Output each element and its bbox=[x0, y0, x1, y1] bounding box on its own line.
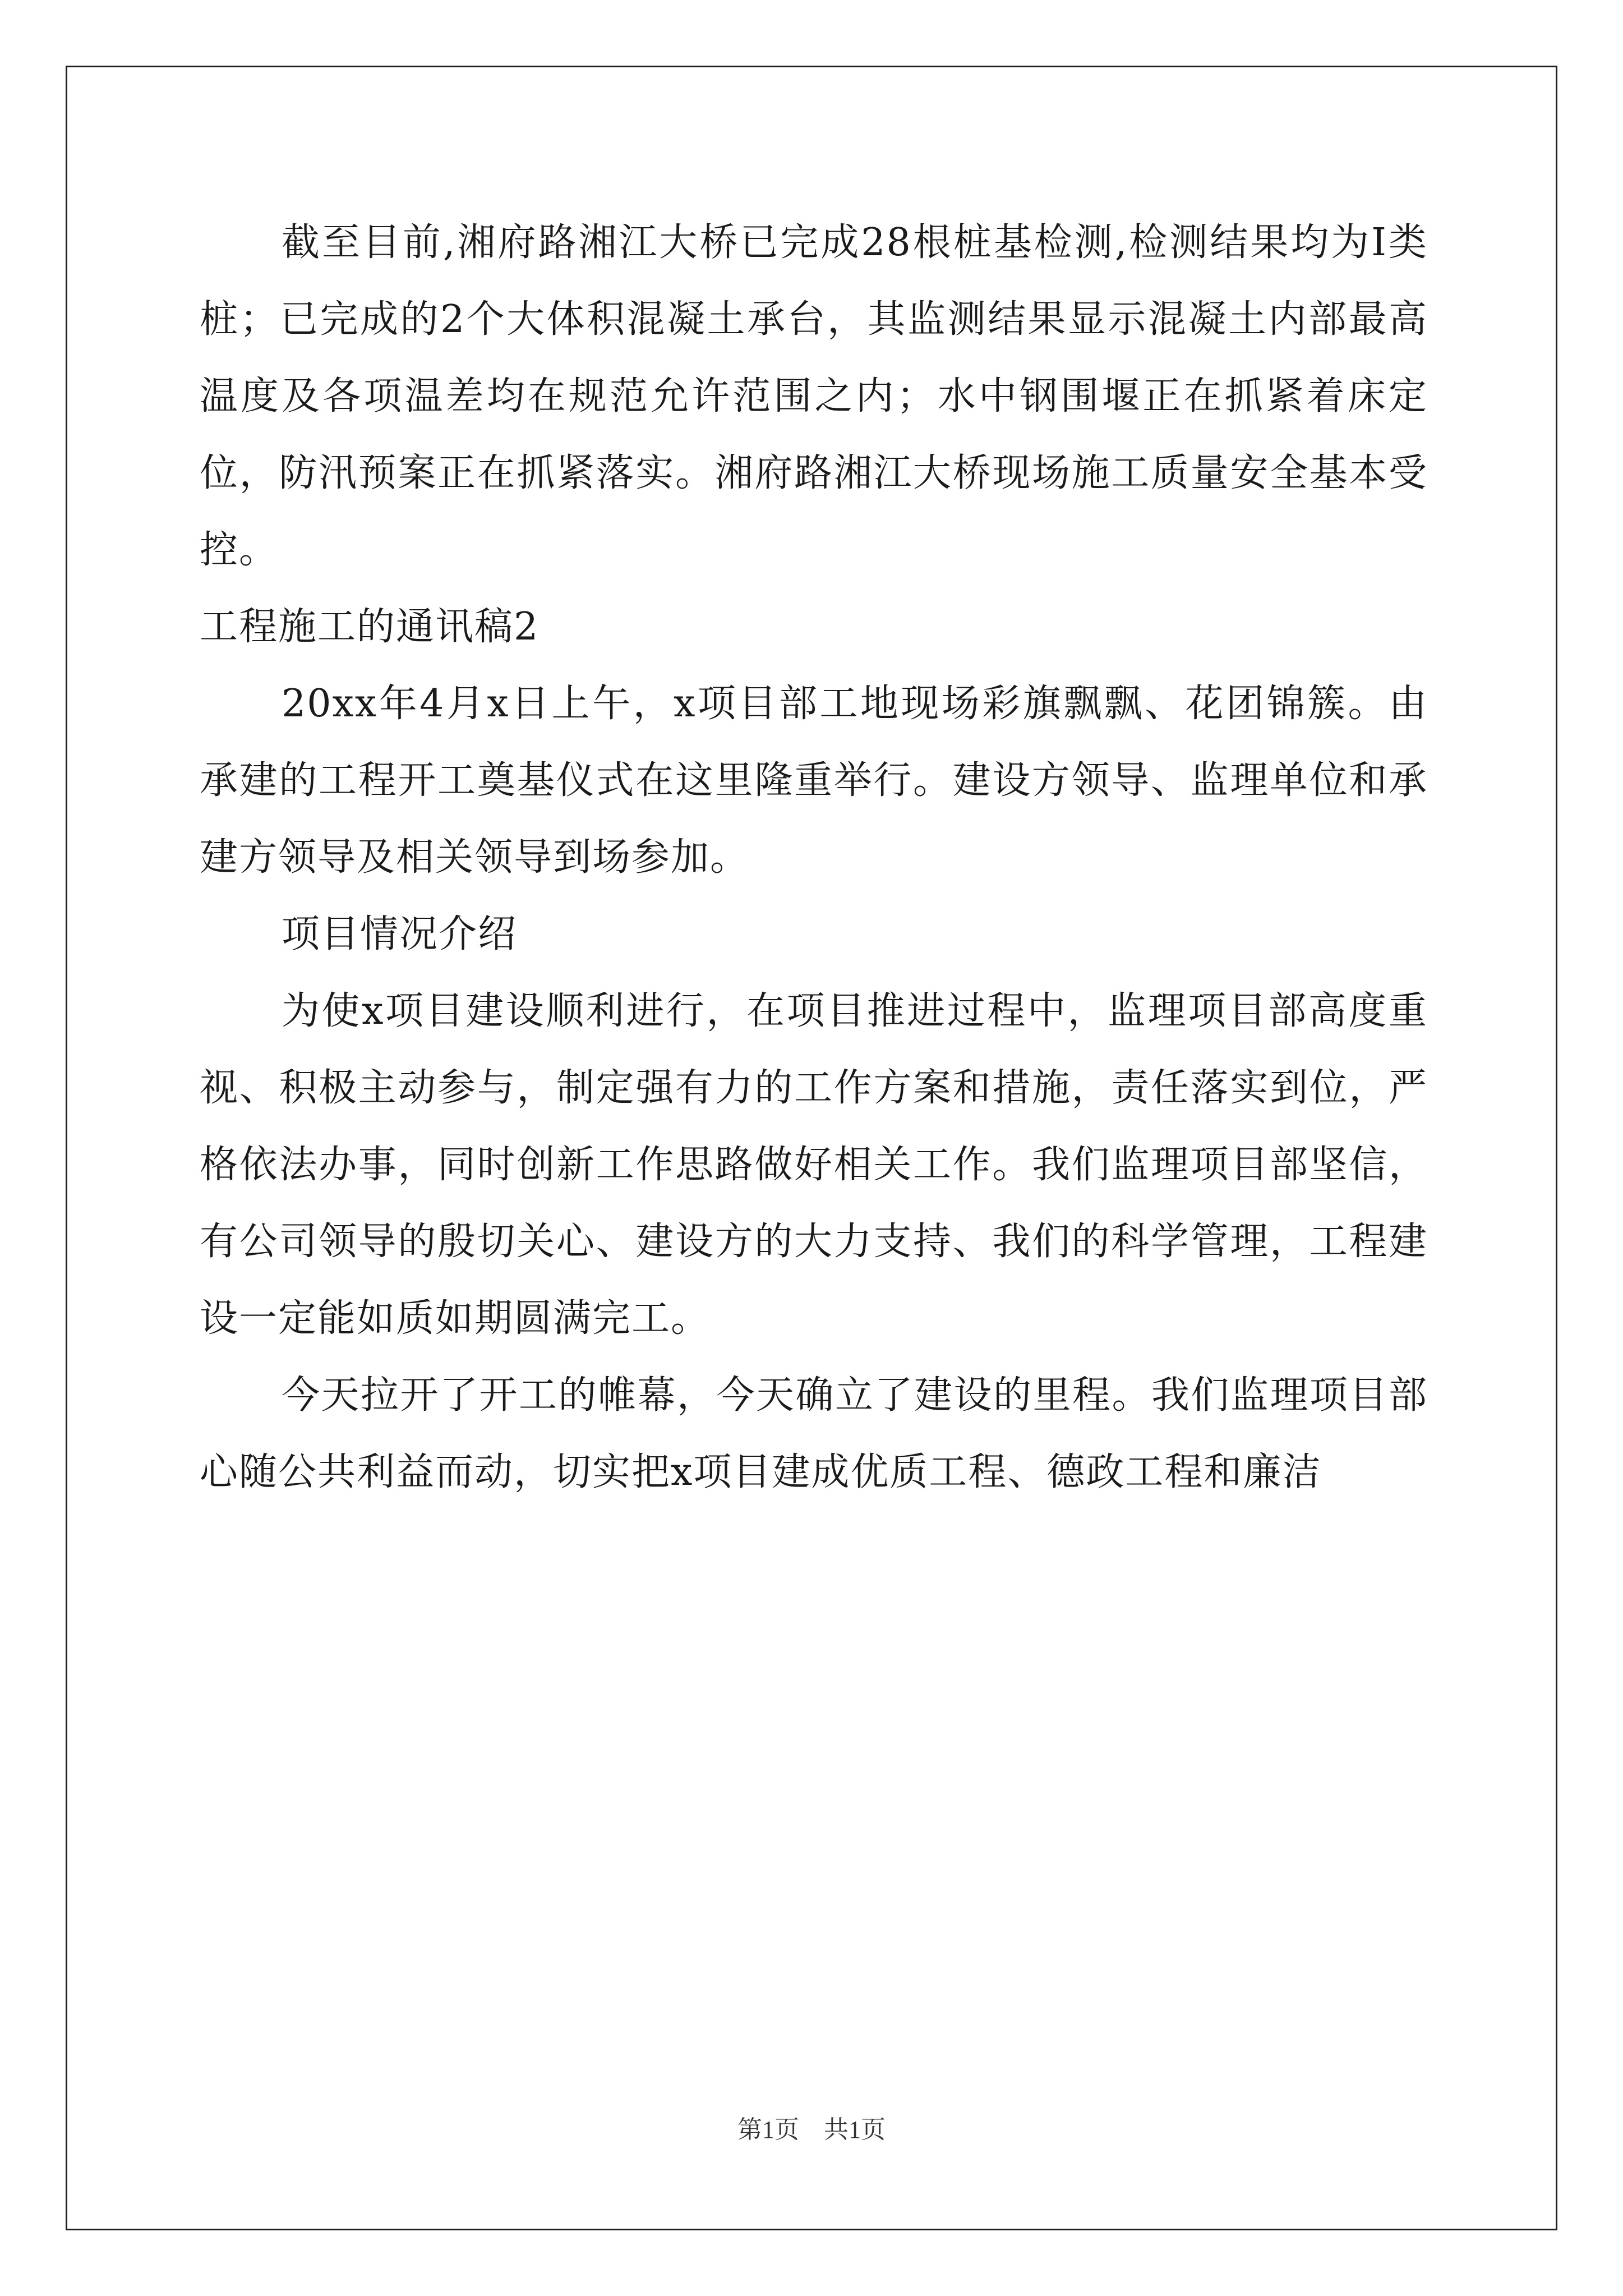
subheading-project-intro: 项目情况介绍 bbox=[282, 912, 518, 956]
paragraph-groundbreaking: 20xx年4月x日上午，x项目部工地现场彩旗飘飘、花团锦簇。由承建的工程开工奠基仪式在这里隆重举行。建设方领导、监理单位和承建方领导及相关领导到场参加。 bbox=[200, 682, 1428, 880]
paragraph-supervision: 为使x项目建设顺利进行，在项目推进过程中，监理项目部高度重视、积极主动参与，制定强有力的工作方案和措施，责任落实到位，严格依法办事，同时创新工作思路做好相关工作。我们监理项目部坚信，有公司领导的殷切关心、建设方的大力支持、我们的科学管理，工程建设一定能如质如期圆满完工。 bbox=[200, 989, 1428, 1341]
page-number: 第1页 共1页 bbox=[737, 2116, 886, 2143]
paragraph-commencement: 今天拉开了开工的帷幕，今天确立了建设的里程。我们监理项目部心随公共利益而动，切实把x项目建成优质工程、德政工程和廉洁 bbox=[200, 1373, 1428, 1494]
paragraph-bridge-progress: 截至目前,湘府路湘江大桥已完成28根桩基检测,检测结果均为Ⅰ类桩；已完成的2个大体积混凝土承台，其监测结果显示混凝土内部最高温度及各项温差均在规范允许范围之内；水中钢围堰正在抓紧着床定位，防汛预案正在抓紧落实。湘府路湘江大桥现场施工质量安全基本受控。 bbox=[200, 220, 1428, 572]
document-body bbox=[200, 204, 1428, 1511]
section-heading: 工程施工的通讯稿2 bbox=[200, 605, 540, 649]
